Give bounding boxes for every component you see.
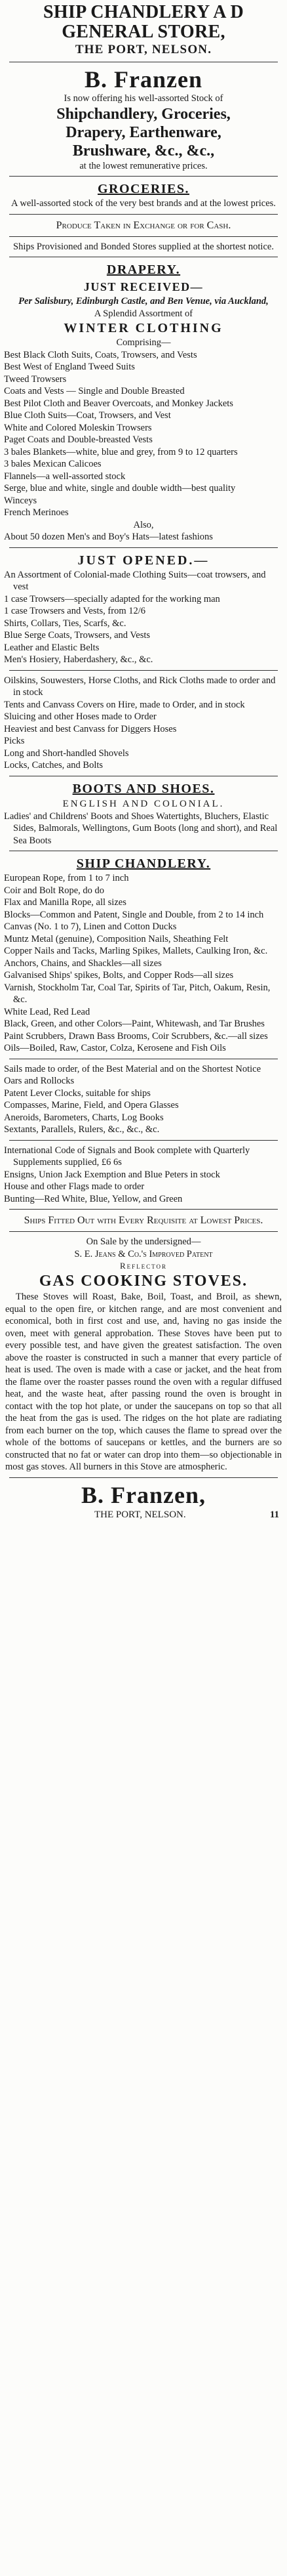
divider — [9, 214, 278, 215]
list-item: Canvas (No. 1 to 7), Linen and Cotton Ducks — [4, 921, 177, 932]
list-item: Blue Serge Coats, Trowsers, and Vests — [4, 630, 151, 641]
list-item: Coats and Vests — Single and Double Breasted — [4, 386, 185, 396]
just-opened-list — [4, 569, 283, 666]
list-item: Long and Short-handled Shovels — [4, 748, 129, 759]
on-sale-label: On Sale by the undersigned— — [86, 1236, 201, 1247]
list-item: Blocks—Common and Patent, Single and Double, from 2 to 14 inch — [4, 909, 264, 920]
list-item: Flannels—a well-assorted stock — [4, 471, 126, 482]
list-item: Blue Cloth Suits—Coat, Trowsers, and Vest — [4, 410, 171, 421]
divider — [9, 176, 278, 177]
list-item: Paget Coats and Double-breasted Vests — [4, 434, 153, 445]
list-item: Locks, Catches, and Bolts — [4, 760, 104, 771]
list-item: Best West of England Tweed Suits — [4, 362, 135, 372]
footer-firm-name: B. Franzen, — [81, 1481, 206, 1508]
drapery-list — [4, 349, 283, 519]
divider — [9, 670, 278, 671]
list-item: Best Black Cloth Suits, Coats, Trowsers, and Vests — [4, 349, 197, 360]
groceries-text: A well-assorted stock of the very best brands and at the lowest prices. — [11, 198, 276, 209]
divider — [9, 1209, 278, 1210]
intro-goods-3: Brushware, &c., &c., — [72, 142, 215, 159]
list-item: Ensigns, Union Jack Exemption and Blue Peters in stock — [4, 1169, 220, 1180]
list-item: Best Pilot Cloth and Beaver Overcoats, and Monkey Jackets — [4, 398, 233, 409]
list-item: Winceys — [4, 495, 37, 506]
chandlery-heading: SHIP CHANDLERY. — [76, 856, 211, 871]
list-item: 3 bales Mexican Calicoes — [4, 459, 102, 469]
list-item: Coir and Bolt Rope, do do — [4, 885, 105, 896]
list-item: Serge, blue and white, single and double width—best quality — [4, 483, 236, 494]
list-item: Aneroids, Barometers, Charts, Log Books — [4, 1112, 164, 1123]
intro-text: Is now offering his well-assorted Stock of — [64, 93, 223, 104]
intro-tail: at the lowest remunerative prices. — [79, 160, 208, 171]
winter-clothing: WINTER CLOTHING — [64, 321, 223, 335]
drapery-heading: DRAPERY. — [106, 263, 181, 277]
list-item: White Lead, Red Lead — [4, 1006, 90, 1017]
footer-address: THE PORT, NELSON. — [94, 1509, 186, 1520]
just-received: JUST RECEIVED— — [83, 280, 204, 293]
signals-list — [4, 1145, 283, 1206]
list-item: Muntz Metal (genuine), Composition Nails, Sheathing Felt — [4, 933, 229, 944]
list-item: House and other Flags made to order — [4, 1181, 145, 1192]
list-item: Heaviest and best Canvass for Diggers Hoses — [4, 723, 177, 734]
page-number: 11 — [269, 1509, 279, 1520]
divider — [9, 1231, 278, 1232]
firm-name: B. Franzen — [85, 66, 202, 93]
list-item: Tweed Trowsers — [4, 373, 67, 385]
advertisement-page — [4, 0, 283, 1521]
divider — [9, 236, 278, 237]
list-item: Black, Green, and other Colors—Paint, Whitewash, and Tar Brushes — [4, 1019, 265, 1029]
list-item: Leather and Elastic Belts — [4, 642, 100, 653]
list-item: Compasses, Marine, Field, and Opera Glasses — [4, 1100, 179, 1110]
just-opened-heading: JUST OPENED.— — [77, 553, 210, 568]
list-item: Copper Nails and Tacks, Marling Spikes, Mallets, Caulking Iron, &c. — [4, 946, 268, 956]
list-item: Varnish, Stockholm Tar, Coal Tar, Spirits of Tar, Pitch, Oakum, Resin, &c. — [4, 982, 271, 1005]
list-item: International Code of Signals and Book complete with Quarterly Supplements supplied, £6 6s — [4, 1145, 250, 1168]
jeans-line-1: S. E. Jeans & Co.'s Improved Patent — [74, 1248, 213, 1259]
sails-list — [4, 1063, 283, 1136]
list-item: 3 bales Blankets—white, blue and grey, from 9 to 12 quarters — [4, 446, 238, 457]
divider — [9, 547, 278, 548]
ships-fitted-notice: Ships Fitted Out with Every Requisite at Lowest Prices. — [24, 1215, 263, 1226]
header-line-2: GENERAL STORE, — [62, 22, 225, 42]
divider — [9, 1477, 278, 1478]
list-item: Sluicing and other Hoses made to Order — [4, 711, 157, 722]
header-line-3: THE PORT, NELSON. — [75, 43, 212, 56]
list-item: White and Colored Moleskin Trowsers — [4, 422, 152, 433]
list-item: 1 case Trowsers—specially adapted for the working man — [4, 593, 220, 604]
list-item: Galvanised Ships' spikes, Bolts, and Copper Rods—all sizes — [4, 970, 234, 981]
header-line-1: SHIP CHANDLERY A D — [43, 2, 244, 22]
list-item: Shirts, Collars, Ties, Scarfs, &c. — [4, 618, 126, 629]
list-item: French Merinoes — [4, 507, 69, 518]
also-label: Also, — [133, 519, 154, 530]
list-item: Sails made to order, of the Best Material and on the Shortest Notice — [4, 1063, 261, 1074]
intro-goods-2: Drapery, Earthenware, — [66, 123, 221, 141]
list-item: An Assortment of Colonial-made Clothing Suits—coat trowsers, and vest — [4, 569, 266, 592]
chandlery-list — [4, 872, 283, 1055]
footer-row — [4, 1508, 283, 1521]
list-item: About 50 dozen Men's and Boy's Hats—latest fashions — [4, 532, 213, 542]
jeans-line-2: Reflector — [119, 1261, 167, 1271]
boots-text: Ladies' and Childrens' Boots and Shoes Watertights, Bluchers, Elastic Sides, Balmorals, Wellingtons, Gum Boots (long and short), and Real Sea Boots — [4, 811, 278, 846]
list-item: Men's Hosiery, Haberdashery, &c., &c. — [4, 654, 153, 665]
list-item: Paint Scrubbers, Drawn Bass Brooms, Coir Scrubbers, &c.—all sizes — [4, 1030, 268, 1042]
ships-provisioned-notice: Ships Provisioned and Bonded Stores supplied at the shortest notice. — [13, 241, 274, 252]
list-item: Sextants, Parallels, Rulers, &c., &c., &c. — [4, 1124, 160, 1135]
list-item: Patent Lever Clocks, suitable for ships — [4, 1087, 151, 1099]
comprising: Comprising— — [116, 337, 171, 348]
list-item: Oils—Boiled, Raw, Castor, Colza, Kerosene and Fish Oils — [4, 1043, 226, 1053]
list-item: Picks — [4, 736, 25, 746]
list-item: Bunting—Red White, Blue, Yellow, and Green — [4, 1193, 183, 1204]
groceries-heading: GROCERIES. — [97, 182, 190, 196]
produce-notice: Produce Taken in Exchange or for Cash. — [56, 219, 231, 231]
list-item: Anchors, Chains, and Shackles—all sizes — [4, 958, 162, 969]
oilskins-list — [4, 675, 283, 772]
gas-stoves-heading: GAS COOKING STOVES. — [39, 1273, 248, 1290]
intro-goods-1: Shipchandlery, Groceries, — [56, 105, 231, 123]
divider — [9, 1140, 278, 1141]
list-item: Flax and Manilla Rope, all sizes — [4, 897, 126, 908]
boots-subheading: ENGLISH AND COLONIAL. — [62, 798, 225, 809]
list-item: Oilskins, Souwesters, Horse Cloths, and Rick Cloths made to order and in stock — [4, 675, 276, 698]
list-item: 1 case Trowsers and Vests, from 12/6 — [4, 606, 146, 616]
splendid-assortment: A Splendid Assortment of — [94, 308, 193, 319]
list-item: Oars and Rollocks — [4, 1076, 75, 1086]
list-item: European Rope, from 1 to 7 inch — [4, 873, 129, 883]
list-item: Tents and Canvass Covers on Hire, made to Order, and in stock — [4, 699, 245, 710]
shipped-per: Per Salisbury, Edinburgh Castle, and Ben Venue, via Auckland, — [18, 296, 269, 306]
boots-heading: BOOTS AND SHOES. — [72, 781, 215, 796]
gas-stoves-text: These Stoves will Roast, Bake, Boil, Toast, and Broil, as shewn, equal to the open fire, or kitchen range, and are most convenient and economical, both in first cost and use, and, having no gas inside the oven, meet with general approbation. These Stoves have been put to every possible test, and have given the greatest satisfaction. The oven above the roaster is constructed in such a manner that every particle of heat is used. The oven is made with a case or jacket, and the heat from the flame over the roaster passes round the oven with a regular diffused heat, and the waste heat, after passing round the oven is brought in contact with the top hot plate, or under the saucepans on top so that all the heat from the gas is used. The ridges on the hot plate are radiating from each burner on the top, which causes the flame to spread over the whole of the bottoms of saucepans or kettles, and the burners are so constructed that no fat or water can drop into them—so objectionable in most gas stoves. All burners in this Stove are atmospheric. — [5, 1292, 282, 1472]
